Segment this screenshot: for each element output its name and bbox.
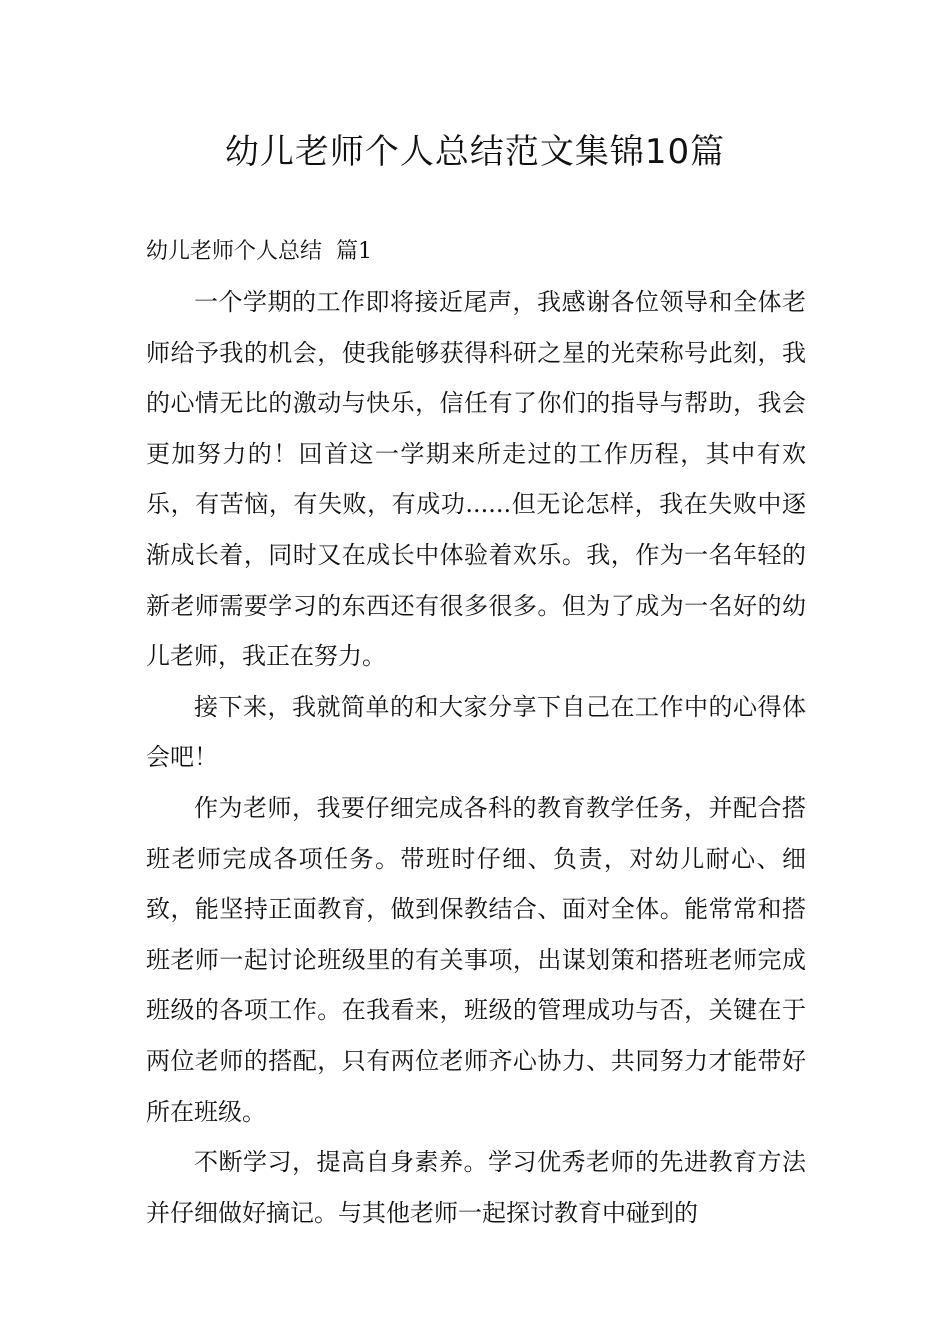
section-heading: 幼儿老师个人总结 篇1 — [146, 239, 372, 264]
document-title: 幼儿老师个人总结范文集锦10篇 — [224, 132, 726, 172]
paragraph: 接下来，我就简单的和大家分享下自己在工作中的心得体会吧！ — [146, 692, 806, 772]
paragraph: 作为老师，我要仔细完成各科的教育教学任务，并配合搭班老师完成各项任务。带班时仔细、负责，对幼儿耐心、细致，能坚持正面教育，做到保教结合、面对全体。能常常和搭班老师一起讨论班级里的有关事项，出谋划策和搭班老师完成班级的各项工作。在我看来，班级的管理成功与否，关键在于两位老师的搭配，只有两位老师齐心协力、共同努力才能带好所在班级。 — [146, 793, 806, 1126]
paragraph: 不断学习，提高自身素养。学习优秀老师的先进教育方法并仔细做好摘记。与其他老师一起探讨教育中碰到的 — [146, 1148, 806, 1227]
paragraph: 一个学期的工作即将接近尾声，我感谢各位领导和全体老师给予我的机会，使我能够获得科研之星的光荣称号此刻，我的心情无比的激动与快乐，信任有了你们的指导与帮助，我会更加努力的！回首这一学期来所走过的工作历程，其中有欢乐，有苦恼，有失败，有成功......但无论怎样，我在失败中逐渐成长着，同时又在成长中体验着欢乐。我，作为一名年轻的新老师需要学习的东西还有很多很多。但为了成为一名好的幼儿老师，我正在努力。 — [146, 288, 806, 671]
document-body — [146, 277, 806, 1238]
